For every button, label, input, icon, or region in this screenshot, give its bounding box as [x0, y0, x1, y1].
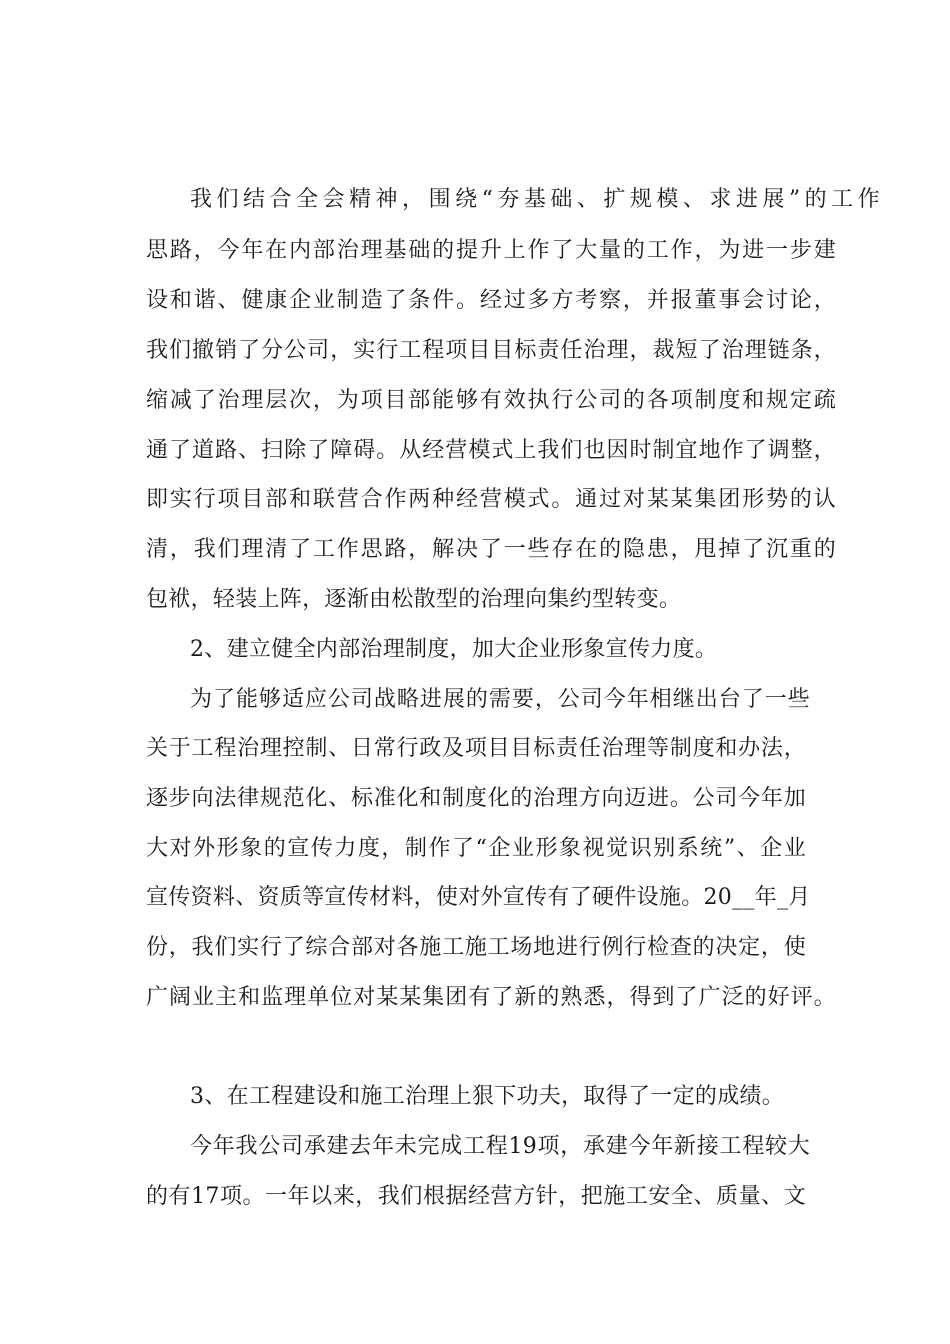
paragraph-line: 思路，今年在内部治理基础的提升上作了大量的工作，为进一步建	[146, 238, 836, 263]
paragraph-line: 今年我公司承建去年未完成工程19项，承建今年新接工程较大	[190, 1134, 810, 1159]
paragraph-line: 我们结合全会精神，围绕“夯基础、扩规模、求进展”的工作	[190, 187, 880, 212]
paragraph-line: 即实行项目部和联营合作两种经营模式。通过对某某集团形势的认	[146, 487, 836, 512]
paragraph-line: 通了道路、扫除了障碍。从经营模式上我们也因时制宜地作了调整，	[146, 438, 836, 463]
section-heading: 2、建立健全内部治理制度，加大企业形象宣传力度。	[190, 637, 718, 662]
paragraph-line: 宣传资料、资质等宣传材料，使对外宣传有了硬件设施。20__年_月	[146, 885, 811, 910]
paragraph-line: 缩减了治理层次，为项目部能够有效执行公司的各项制度和规定疏	[146, 388, 836, 413]
paragraph-line: 大对外形象的宣传力度，制作了“企业形象视觉识别系统”、企业	[146, 836, 806, 861]
paragraph-line: 设和谐、健康企业制造了条件。经过多方考察，并报董事会讨论，	[146, 288, 836, 313]
paragraph-line: 广阔业主和监理单位对某某集团有了新的熟悉，得到了广泛的好评。	[146, 985, 836, 1010]
paragraph-line: 为了能够适应公司战略进展的需要，公司今年相继出台了一些	[190, 687, 810, 712]
paragraph-line: 包袱，轻装上阵，逐渐由松散型的治理向集约型转变。	[146, 587, 682, 612]
section-heading: 3、在工程建设和施工治理上狠下功夫，取得了一定的成绩。	[190, 1084, 785, 1109]
paragraph-line: 份，我们实行了综合部对各施工施工场地进行例行检查的决定，使	[146, 935, 806, 960]
paragraph-line: 我们撤销了分公司，实行工程项目目标责任治理，裁短了治理链条，	[146, 338, 836, 363]
paragraph-line: 逐步向法律规范化、标准化和制度化的治理方向迈进。公司今年加	[146, 786, 806, 811]
paragraph-line: 关于工程治理控制、日常行政及项目目标责任治理等制度和办法，	[146, 736, 806, 761]
paragraph-line: 清，我们理清了工作思路，解决了一些存在的隐患，甩掉了沉重的	[146, 537, 836, 562]
paragraph-line: 的有17项。一年以来，我们根据经营方针，把施工安全、质量、文	[146, 1184, 806, 1209]
